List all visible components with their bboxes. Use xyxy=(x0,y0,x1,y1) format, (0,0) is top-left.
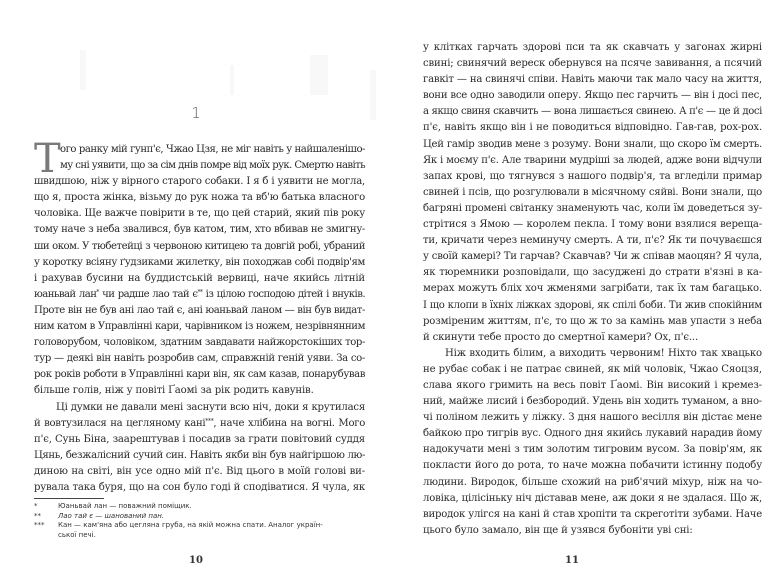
text-line: ого ранку мій гунп'є, Чжао Цзя, не міг навіть у найшаленішо- xyxy=(60,144,365,155)
text-line: свиней і псів, що розгулювали в місячному сяйві. Вони знали, що xyxy=(423,186,762,198)
text-line: багряні промені світанку знаменують час, коли їм доведеться зу- xyxy=(423,202,762,214)
paragraph-2 xyxy=(423,346,762,539)
text-line: п'є, навіть якщо він і не поводиться відповідно. Гав-гав, рох-рох. xyxy=(423,122,762,134)
text-line: ним катом в Управлінні кари, чарівником із ножем, незрівнянним xyxy=(34,321,365,333)
page-number: 10 xyxy=(189,555,203,566)
footnote-mark: * xyxy=(34,502,38,510)
footnote-1 xyxy=(34,502,354,512)
text-line: розміреним життям, п'є, то що ж то за камінь мав упасти з неба xyxy=(423,315,762,327)
page-number: 11 xyxy=(565,555,579,566)
text-line: надокучати мені з тим золотим тигровим вусом. За повір'ям, як xyxy=(423,444,762,456)
chapter-number: 1 xyxy=(191,104,201,122)
text-line: й скинути тебе просто до смертної камери? Ох, п'є... xyxy=(423,331,699,343)
text-line: чі поліном лежить у ліжку. З дня нашого весілля він дістає мене xyxy=(423,412,762,424)
footnote-divider xyxy=(34,498,104,499)
text-line: Ніж входить білим, а виходить червоним! Ніхто так хвацько xyxy=(445,347,762,359)
text-line: у коротку всіяну ґудзиками жилетку, він походжав собі подвір'ям xyxy=(34,256,365,268)
text-line: не рубає собак і не патрає свиней, як мій чоловік, Чжао Сяоцзя, xyxy=(423,363,762,375)
text-line: більше голів, ніж у повіті Ґаомі за рік родить кавунів. xyxy=(34,385,314,397)
footnote-text: Лао тай є — шанований пан. xyxy=(58,511,165,520)
text-line: п'є, Сунь Біна, заарештував і посадив за грати повітовий суддя xyxy=(34,433,365,445)
text-line: ловіка, цілісіньку ніч діставав мене, аж доки я не здалася. Що ж, xyxy=(423,492,762,504)
text-line: запах крові, що тягнувся з нашого подвір'я, та вгледіли примар xyxy=(423,170,762,182)
text-line: а якщо свиня скавчить — вона лишається свинею. А п'є — це й досі xyxy=(423,106,762,118)
footnote-mark: *** xyxy=(34,521,45,530)
text-line: у клітках гарчать здорові пси та як скавчать у загонах жирні xyxy=(423,42,762,53)
text-line: свині; свинячий вереск обернувся на псяче завивання, а псячий xyxy=(423,58,762,70)
text-line: цього було замало, він ще й узявся бубоніти уві сні: xyxy=(423,524,693,536)
footnote-text: Кан — кам'яна або цегляна груба, на якій можна спати. Аналог україн- xyxy=(58,521,323,530)
text-line: Як і моєму п'є. Але тварини мудріші за людей, адже вони відчули xyxy=(423,154,762,166)
text-fragment: , наче хлібина на вогні. Мого xyxy=(213,417,366,429)
footnote-ref[interactable]: ** xyxy=(197,288,203,296)
text-line: му сні уявити, що за сім днів помре від моїх рук. Смертю навіть xyxy=(60,160,365,172)
right-body-text xyxy=(423,40,762,539)
footnote-3-cont xyxy=(34,531,354,541)
footnote-text: ської печі. xyxy=(58,530,96,539)
right-page xyxy=(392,0,783,583)
text-line: Цянь, безжалісний сучий син. Навіть якби він був найгіршою лю- xyxy=(34,449,365,461)
text-line: що я, проста жінка, візьму до рук ножа та вб'ю батька власного xyxy=(34,192,365,204)
footnote-ref[interactable]: *** xyxy=(205,417,214,425)
drop-cap: Т xyxy=(34,136,61,182)
text-line: у своїй камері? Ти гарчав? Скавчав? Чи ж співав маоцян? Я чула, xyxy=(423,251,762,263)
text-line: диною на світі, він усе одно мій п'є. Від цього в моїй голові ви- xyxy=(34,465,365,477)
text-line: головорубом, чоловіком, здатним завдавати найжорстокіших тор- xyxy=(34,337,365,349)
text-line-with-notes xyxy=(34,287,365,303)
term-lao-tai-ye: чи радше лао тай є xyxy=(98,288,198,300)
footnote-mark: ** xyxy=(34,511,41,520)
footnotes xyxy=(34,502,354,540)
show-through-shadow xyxy=(80,50,380,140)
text-line: ши оком. У тюбетейці з червоною китицею та довгій робі, убраний xyxy=(34,240,365,252)
text-line: ний, майже лисий і безбородий. Удень він ходить туманом, а вно- xyxy=(423,396,762,408)
text-fragment: й вовтузилася на цегляному кані xyxy=(34,417,206,429)
text-line: швидшою, ніж у вірного старого собаки. І я б і уявити не могла, xyxy=(34,176,365,188)
text-line: покласти його до рота, то наче можна побачити істинну подобу xyxy=(423,460,762,472)
term-yuanwai-lan: юаньвай лан xyxy=(34,288,97,300)
text-line: і рахував бусини на буддистській вервиці, наче якийсь літній xyxy=(34,272,365,284)
text-line: тур — деякі він навіть розробив сам, справжній геній уяви. За со- xyxy=(34,353,365,365)
text-line: рок років роботи в Управлінні кари він, як сам казав, понарубував xyxy=(34,369,365,381)
paragraph-2 xyxy=(34,400,365,497)
footnote-ref[interactable]: * xyxy=(96,288,99,296)
text-line: байкою про тигрів вус. Одного дня якийсь лукавий нарадив йому xyxy=(423,428,762,440)
text-line: Цей гамір зводив мене з розуму. Вони знали, що скоро їм смерть. xyxy=(423,138,762,150)
text-line: Проте він не був ані лао тай є, ані юаньвай ланом — він був видат- xyxy=(34,304,365,316)
text-fragment: із цілою господою дітей і внуків. xyxy=(202,288,365,300)
footnote-text: Юаньвай лан — поважний поміщик. xyxy=(58,502,192,510)
footnote-2 xyxy=(34,512,354,522)
paragraph-1 xyxy=(34,136,365,400)
text-line: мерах можуть бліх хоч жменями загрібати, так їх там багацько. xyxy=(423,283,762,295)
left-body-text xyxy=(34,136,366,496)
text-line: гавкіт — на свинячі співи. Навіть маючи так мало часу на життя, xyxy=(423,74,762,86)
footnote-mark xyxy=(34,531,58,541)
footnote-3 xyxy=(34,521,354,531)
text-line: як тюремники розповідали, що засуджені до страти в'язні в ка- xyxy=(423,267,762,279)
text-line: рувала така буря, що на сон було годі й сподіватися. Я чула, як xyxy=(34,481,365,493)
text-line: ти, кричати через неминучу смерть. А ти, п'є? Як ти почуваєшся xyxy=(423,235,762,247)
text-line: чоловіка. Ще важче повірити в те, що цей старий, який пів року xyxy=(34,208,365,220)
text-line: людини. Виродок, більше схожий на риб'ячий міхур, ніж на чо- xyxy=(423,476,762,488)
text-line: слава якого гримить на весь повіт Ґаомі. Він високий і кремез- xyxy=(423,379,762,391)
text-line: стрітися з Ямою — королем пекла. І тому вони взялися вереща- xyxy=(423,219,762,231)
text-line-with-note xyxy=(34,416,365,432)
text-line: І що клопи в їхніх ліжках здорові, як спілі боби. Ти жив спокійним xyxy=(423,299,762,311)
text-line: виродок улігся на кані й став хропіти та скреготіти зубами. Наче xyxy=(423,508,762,520)
paragraph-1 xyxy=(423,40,762,346)
text-line: Ці думки не давали мені заснути всю ніч, доки я крутилася xyxy=(56,401,365,413)
text-line: вони все одно заводили оперу. Якщо пес гарчить — він і досі пес, xyxy=(423,90,762,102)
text-line: тому наче з неба звалився, був катом, тим, хто вбивав не змигну- xyxy=(34,224,365,236)
